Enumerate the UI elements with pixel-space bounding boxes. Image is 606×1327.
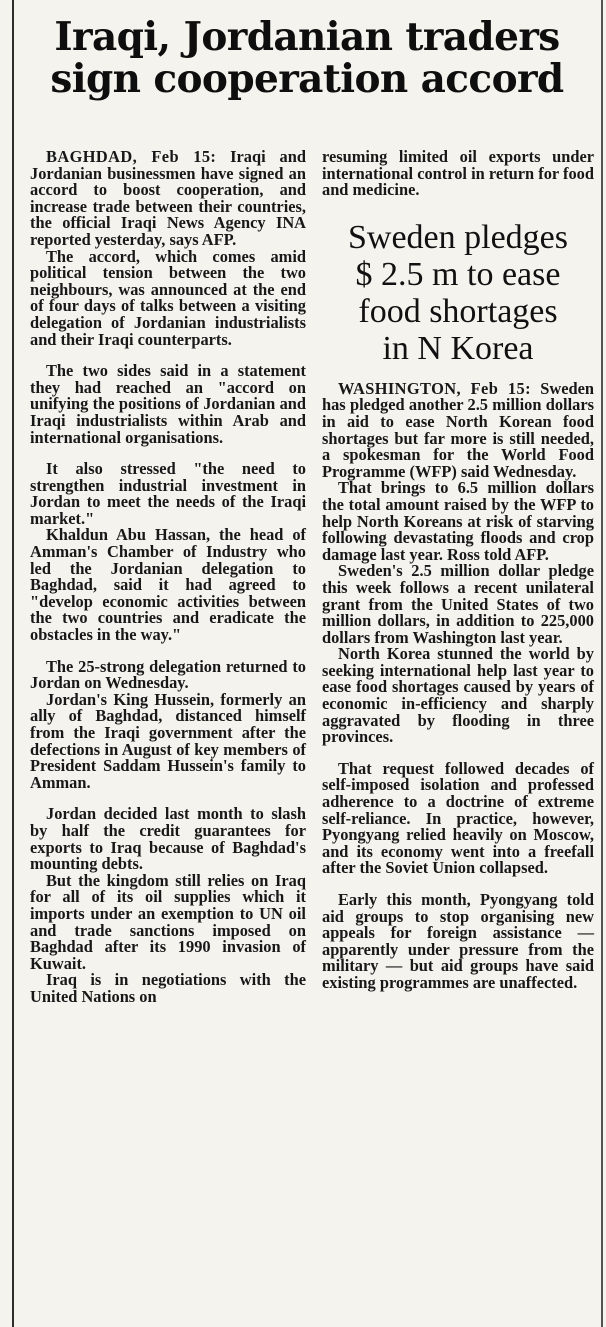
newspaper-clipping (18, 16, 596, 1316)
article1-dateline: BAGHDAD, Feb 15: (46, 147, 217, 166)
article2-dateline: WASHINGTON, Feb 15: (338, 378, 531, 398)
article2-paragraph: North Korea stunned the world by seeking international help last year to ease food shortages caused by years of economic in-efficiency and sharply aggravated by flooding in three provinces. (322, 644, 594, 747)
article2-paragraph: Early this month, Pyongyang told aid groups to stop organising new appeals for foreign assistance — apparently under pressure from the military — but aid groups have said existing programmes are unaffected. (322, 890, 594, 992)
second-headline-line-3: food shortages (358, 292, 558, 330)
main-headline (18, 16, 596, 100)
article2-paragraph (322, 378, 594, 481)
article1-paragraph-continued: resuming limited oil exports under international control in return for food and medicine. (322, 147, 594, 200)
second-headline-line-1: Sweden pledges (347, 218, 568, 256)
article2-paragraph-text: Sweden has pledged another 2.5 million dollars in aid to ease North Korean food shortages but far more is still needed, a spokesman for the World Food Programme (WFP) said Wednesday. (322, 378, 594, 481)
main-headline-line-1: Iraqi, Jordanian traders (54, 14, 560, 60)
article1-paragraph: Jordan's King Hussein, formerly an ally of Baghdad, distanced himself from the Iraqi government after the defections in August of key members of President Saddam Hussein's family to Amman. (30, 689, 306, 792)
article1-paragraph: But the kingdom still relies on Iraq for all of its oil supplies which it imports under an exemption to UN oil and trade sanctions imposed on Baghdad after its 1990 invasion of Kuwait. (30, 870, 306, 973)
article1-paragraph: The accord, which comes amid political tension between the two neighbours, was announced at the end of four days of talks between a visiting delegation of Jordanian industrialists and their Iraqi counterparts. (30, 246, 306, 349)
article1-paragraph: Iraq is in negotiations with the United Nations on (30, 970, 306, 1006)
article2-paragraph: Sweden's 2.5 million dollar pledge this week follows a recent unilateral grant from the United States of two million dollars, in addition to 225,000 dollars from Washington last year. (322, 561, 594, 647)
second-headline-line-2: $ 2.5 m to ease (355, 255, 561, 293)
article2-paragraph: That request followed decades of self-imposed isolation and professed adherence to a doctrine of extreme self-reliance. In practice, however, Pyongyang relied heavily on Moscow, and its economy went into a freefall after the Soviet Union collapsed. (322, 758, 594, 878)
main-headline-line-2: sign cooperation accord (50, 56, 564, 102)
article1-paragraph: Jordan decided last month to slash by half the credit guarantees for exports to Iraq because of Baghdad's mounting debts. (30, 804, 306, 874)
article1-paragraph: It also stressed "the need to strengthen industrial investment in Jordan to meet the needs of the Iraqi market." (30, 459, 306, 528)
second-headline (322, 219, 594, 367)
article2-paragraph: That brings to 6.5 million dollars the total amount raised by the WFP to help North Koreans at risk of starving following devastating floods and crop damage last year. Ross told AFP. (322, 478, 594, 564)
article1-paragraph-text: Iraqi and Jordanian businessmen have signed an accord to boost cooperation, and increase trade between their countries, the official Iraqi News Agency INA reported yesterday, says AFP. (30, 147, 306, 249)
article1-paragraph (30, 149, 306, 249)
second-headline-line-4: in N Korea (382, 329, 534, 367)
article-columns (18, 149, 596, 1309)
article1-paragraph: The two sides said in a statement they had reached an "accord on unifying the positions of Jordanian and Iraqi industrialists within Arab and international organisations. (30, 361, 306, 447)
left-column (30, 149, 306, 1006)
article1-paragraph: Khaldun Abu Hassan, the head of Amman's Chamber of Industry who led the Jordanian delegation to Baghdad, said it had agreed to "develop economic activities between the two countries and eradicate the obstacles in the way." (30, 525, 306, 645)
page-edge-left (12, 0, 14, 1327)
page-edge-right (601, 0, 603, 1327)
right-column (322, 149, 594, 992)
article1-paragraph: The 25-strong delegation returned to Jordan on Wednesday. (30, 656, 306, 693)
